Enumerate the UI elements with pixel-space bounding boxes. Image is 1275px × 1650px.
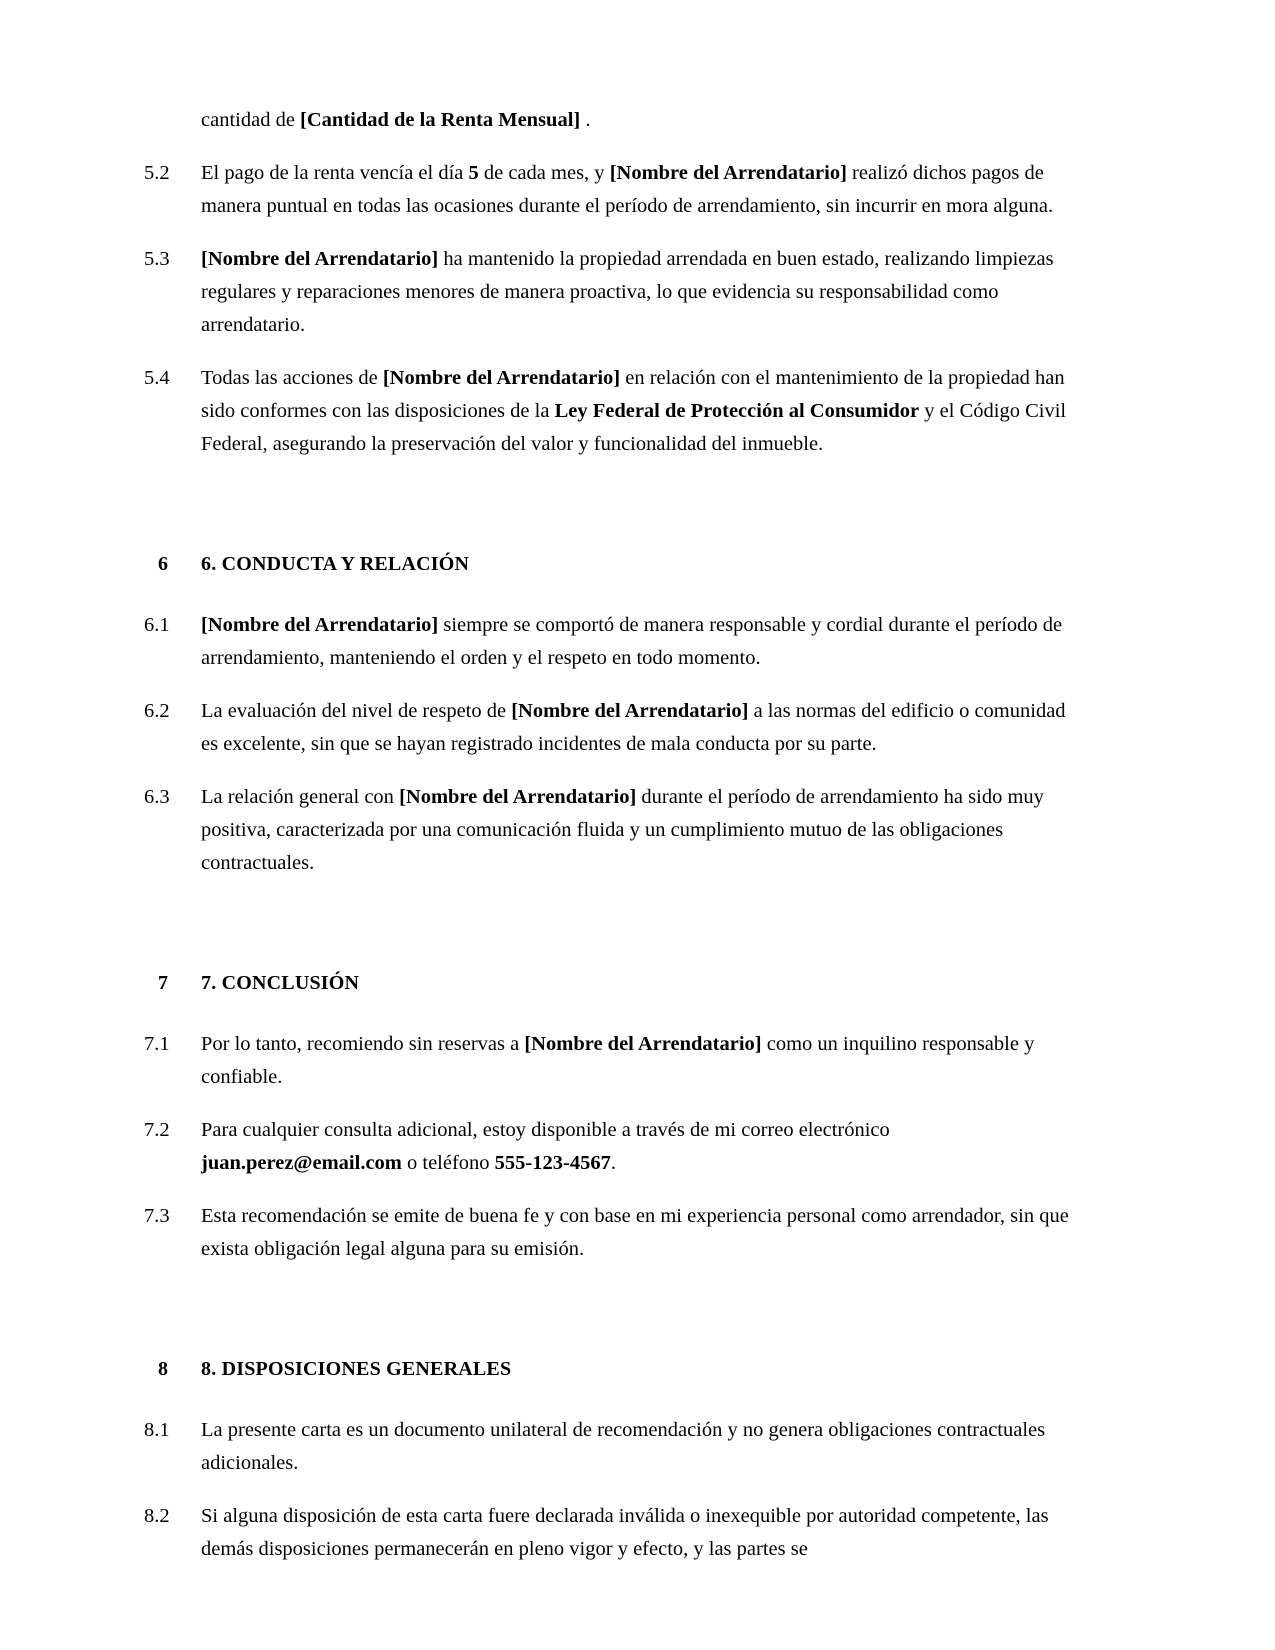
emphasized-text: [Nombre del Arrendatario]	[511, 700, 749, 722]
numbered-paragraph	[143, 695, 1073, 761]
section-number: 8	[158, 1358, 168, 1380]
emphasized-text: juan.perez@email.com	[201, 1152, 402, 1174]
paragraph-text	[201, 1200, 1073, 1266]
document-content	[143, 104, 1073, 1566]
body-text: .	[610, 1152, 616, 1174]
paragraph-number: 6.1	[144, 614, 170, 636]
emphasized-text: [Nombre del Arrendatario]	[201, 614, 439, 636]
paragraph-number: 5.4	[144, 367, 170, 389]
numbered-paragraph	[143, 1500, 1073, 1566]
paragraph-text	[201, 1500, 1073, 1566]
paragraph-number: 5.3	[144, 248, 170, 270]
paragraph-text	[201, 243, 1073, 342]
body-text: durante el período de arrendamiento ha sido muy positiva, caracterizada por una comunicación fluida y un cumplimiento mutuo de las obligaciones contractuales.	[201, 786, 1044, 874]
paragraph-number: 7.3	[144, 1205, 170, 1227]
paragraph-text	[201, 695, 1073, 761]
body-text: siempre se comportó de manera responsable y cordial durante el período de arrendamiento, manteniendo el orden y el respeto en todo momento.	[201, 614, 1063, 669]
body-text: La relación general con	[201, 786, 400, 808]
body-text: Para cualquier consulta adicional, estoy disponible a través de mi correo electrónico	[201, 1119, 890, 1141]
paragraph-number: 7.1	[144, 1033, 170, 1055]
body-text: de cada mes, y	[478, 162, 610, 184]
paragraph-text	[201, 609, 1073, 675]
body-text: ha mantenido la propiedad arrendada en buen estado, realizando limpiezas regulares y reparaciones menores de manera proactiva, lo que evidencia su responsabilidad como arrendatario.	[201, 248, 1054, 336]
numbered-paragraph	[143, 243, 1073, 342]
section-title: 7. CONCLUSIÓN	[201, 972, 360, 994]
paragraph-text	[201, 1414, 1073, 1480]
numbered-paragraph	[143, 781, 1073, 880]
numbered-paragraph	[143, 1114, 1073, 1180]
numbered-paragraph	[143, 1028, 1073, 1094]
paragraph-text	[201, 1028, 1073, 1094]
body-text: Esta recomendación se emite de buena fe y con base en mi experiencia personal como arrendador, sin que exista obligación legal alguna para su emisión.	[201, 1205, 1069, 1260]
body-text: La presente carta es un documento unilateral de recomendación y no genera obligaciones contractuales adicionales.	[201, 1419, 1046, 1474]
section-number: 7	[158, 972, 168, 994]
section-title: 6. CONDUCTA Y RELACIÓN	[201, 553, 470, 575]
body-text: como un inquilino responsable y confiable.	[201, 1033, 1035, 1088]
continued-paragraph	[143, 104, 1073, 137]
section-heading-6	[143, 549, 1073, 579]
section-spacer	[143, 998, 1073, 1028]
body-text: en relación con el mantenimiento de la propiedad han sido conformes con las disposiciones de la	[201, 367, 1065, 422]
body-text: y el Código Civil Federal, asegurando la preservación del valor y funcionalidad del inmueble.	[201, 400, 1067, 455]
body-text: Si alguna disposición de esta carta fuere declarada inválida o inexequible por autoridad competente, las demás disposiciones permanecerán en pleno vigor y efecto, y las partes se	[201, 1505, 1049, 1560]
emphasized-text: 5	[468, 162, 479, 184]
body-text: .	[580, 109, 591, 131]
section-spacer	[143, 900, 1073, 968]
section-title: 8. DISPOSICIONES GENERALES	[201, 1358, 512, 1380]
paragraph-text	[201, 781, 1073, 880]
numbered-paragraph	[143, 1200, 1073, 1266]
paragraph-number: 8.2	[144, 1505, 170, 1527]
paragraph-text	[201, 1114, 1073, 1180]
emphasized-text: [Nombre del Arrendatario]	[382, 367, 621, 389]
body-text: Todas las acciones de	[201, 367, 383, 389]
body-text: realizó dichos pagos de manera puntual en todas las ocasiones durante el período de arrendamiento, sin incurrir en mora alguna.	[201, 162, 1054, 217]
body-text: La evaluación del nivel de respeto de	[201, 700, 512, 722]
body-text: a las normas del edificio o comunidad es excelente, sin que se hayan registrado incidentes de mala conducta por su parte.	[201, 700, 1066, 755]
section-spacer	[143, 579, 1073, 609]
emphasized-text: [Nombre del Arrendatario]	[524, 1033, 762, 1055]
paragraph-text	[201, 362, 1073, 461]
section-heading-8	[143, 1354, 1073, 1384]
emphasized-text: [Nombre del Arrendatario]	[609, 162, 847, 184]
numbered-paragraph	[143, 362, 1073, 461]
paragraph-number: 8.1	[144, 1419, 170, 1441]
paragraph-number: 5.2	[144, 162, 170, 184]
paragraph-text	[201, 157, 1073, 223]
paragraph-text	[201, 104, 1073, 137]
body-text: o teléfono	[401, 1152, 495, 1174]
emphasized-text: [Nombre del Arrendatario]	[201, 248, 439, 270]
emphasized-text: [Cantidad de la Renta Mensual]	[300, 109, 581, 131]
section-spacer	[143, 481, 1073, 549]
emphasized-text: [Nombre del Arrendatario]	[399, 786, 637, 808]
body-text: cantidad de	[201, 109, 301, 131]
section-heading-7	[143, 968, 1073, 998]
emphasized-text: 555-123-4567	[494, 1152, 611, 1174]
section-number: 6	[158, 553, 168, 575]
body-text: Por lo tanto, recomiendo sin reservas a	[201, 1033, 525, 1055]
paragraph-number: 6.2	[144, 700, 170, 722]
document-body	[143, 104, 1073, 1566]
emphasized-text: Ley Federal de Protección al Consumidor	[554, 400, 920, 422]
section-spacer	[143, 1384, 1073, 1414]
numbered-paragraph	[143, 1414, 1073, 1480]
numbered-paragraph	[143, 609, 1073, 675]
section-spacer	[143, 1286, 1073, 1354]
paragraph-number: 6.3	[144, 786, 170, 808]
paragraph-number: 7.2	[144, 1119, 170, 1141]
body-text: El pago de la renta vencía el día	[201, 162, 469, 184]
numbered-paragraph	[143, 157, 1073, 223]
